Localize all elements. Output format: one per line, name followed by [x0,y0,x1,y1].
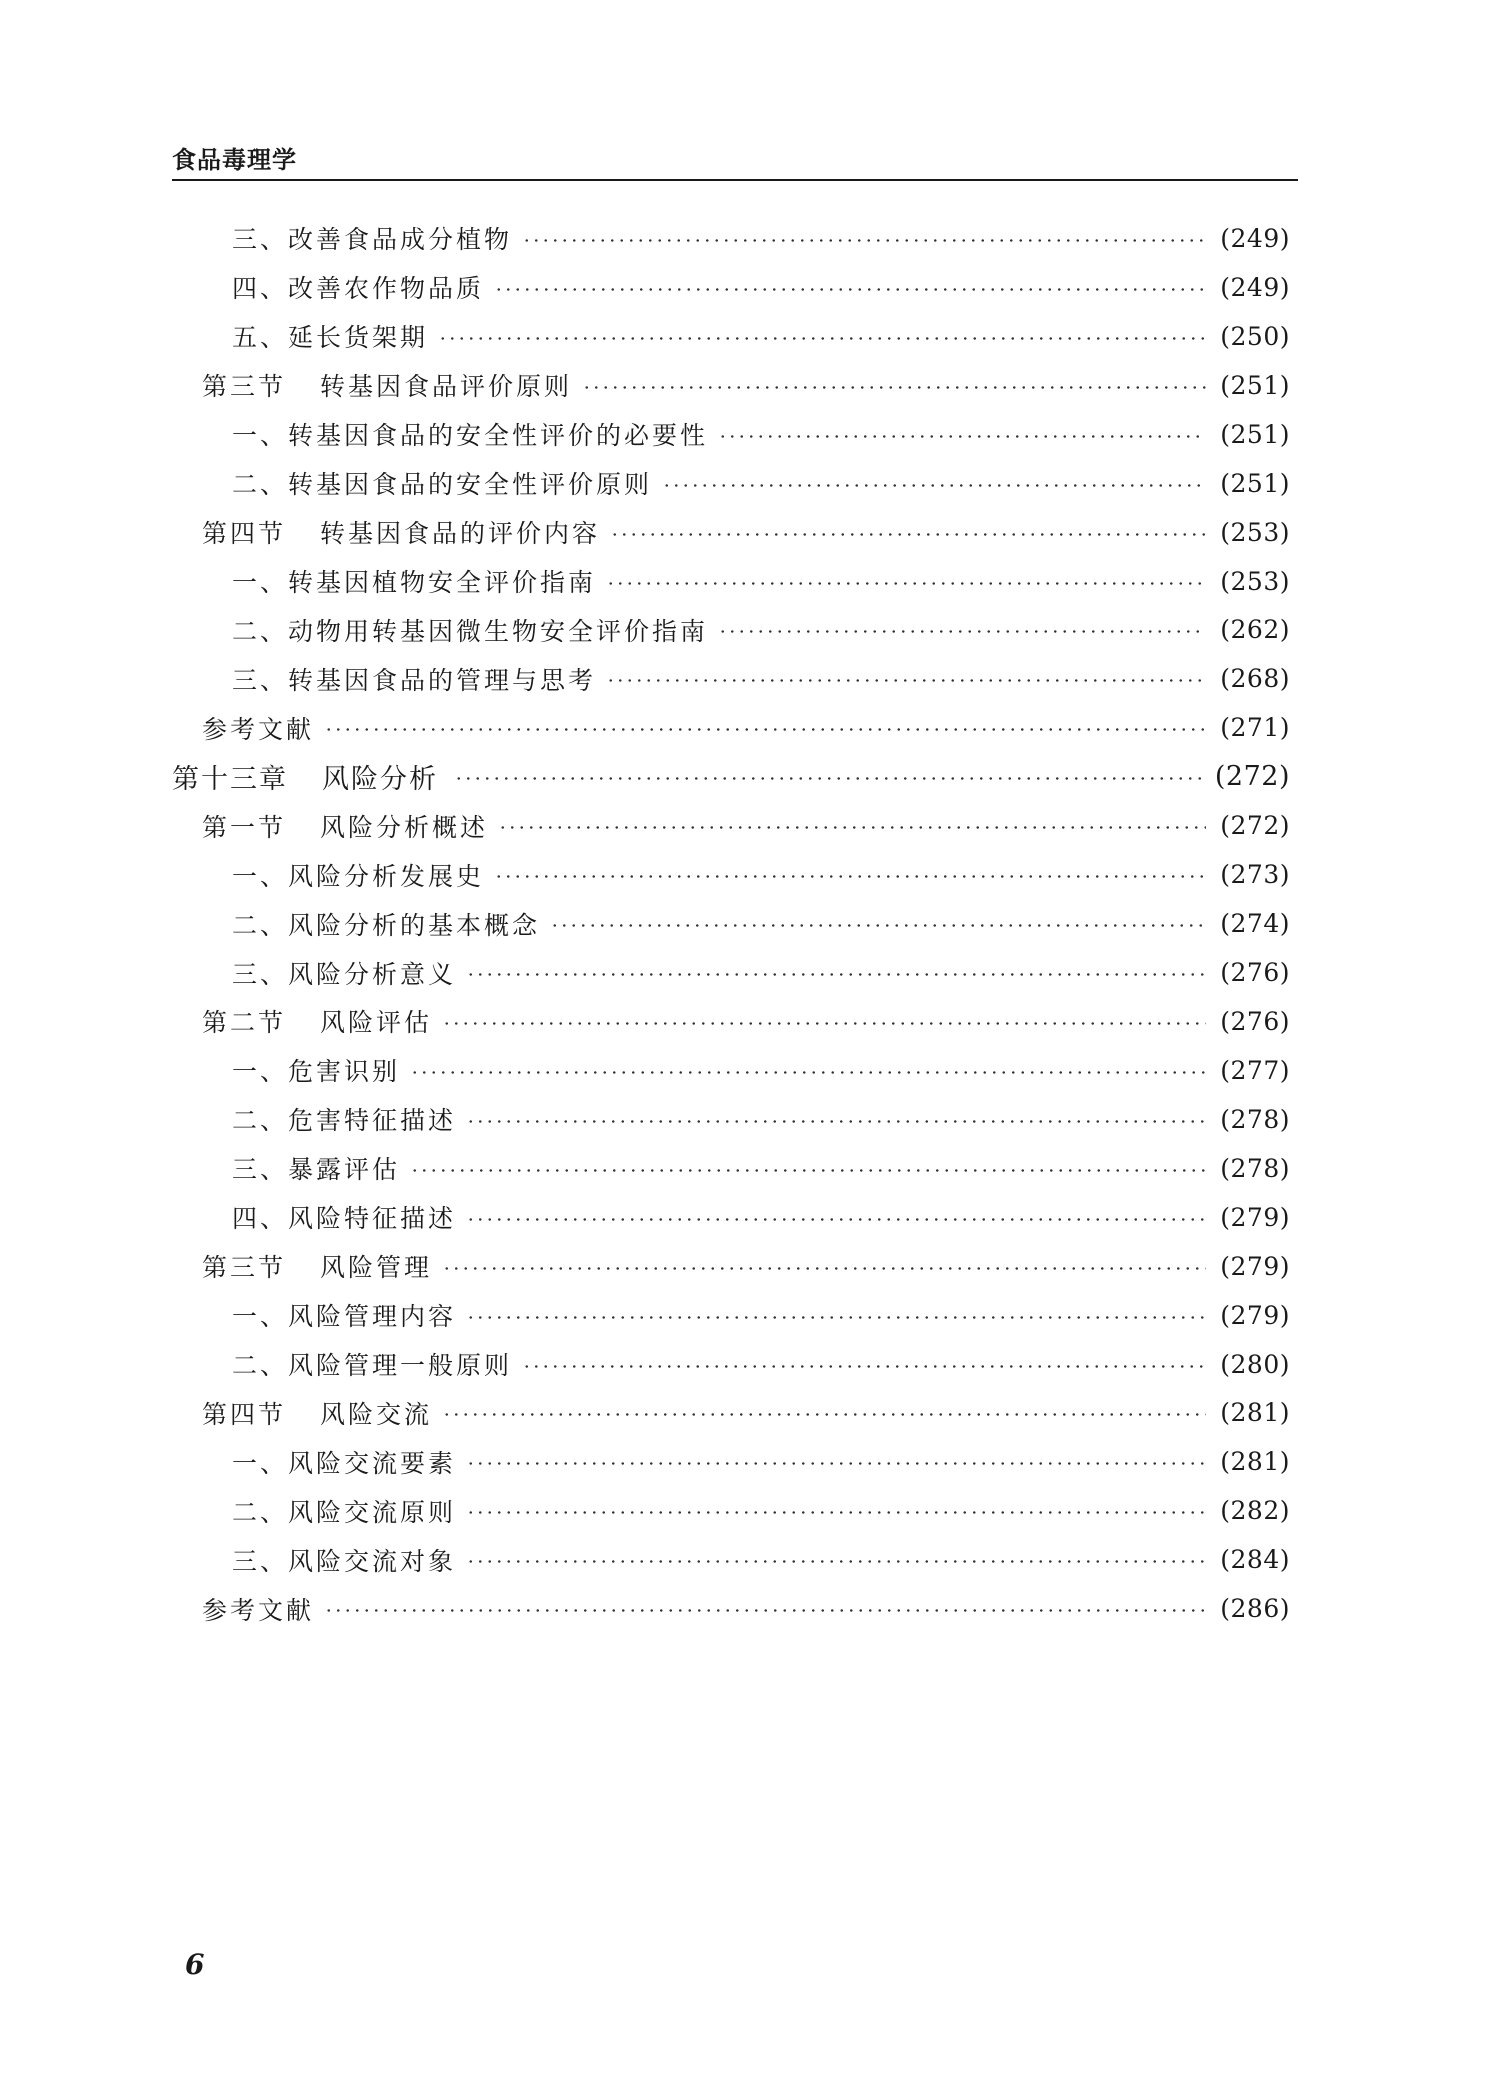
toc-page-number: (250) [1220,321,1290,351]
dot-leader [662,484,1206,487]
toc-entry-title [172,710,314,746]
toc-entry-text: 五、延长货架期 [232,323,429,353]
dot-leader [522,1365,1206,1368]
toc-page-number: (281) [1220,1447,1290,1477]
toc-page-number: (273) [1220,860,1290,890]
dot-leader [466,1316,1206,1319]
toc-entry-text: 四、改善农作物品质 [232,274,485,304]
toc-entry-title [172,1297,456,1333]
dot-leader [606,679,1206,682]
toc-page-number: (274) [1220,909,1290,939]
toc-section-entry[interactable] [172,1584,1290,1633]
toc-page-number: (249) [1220,223,1290,253]
dot-leader [466,1560,1206,1563]
page-number: 6 [185,1948,205,1981]
toc-section-entry[interactable] [172,801,1290,850]
toc-section-entry[interactable] [172,997,1290,1046]
toc-item-entry[interactable] [172,557,1290,606]
toc-page-number: (284) [1220,1545,1290,1575]
toc-item-entry[interactable] [172,410,1290,459]
toc-section-entry[interactable] [172,1389,1290,1438]
toc-entry-text: 风险管理 [320,1253,433,1283]
toc-entry-text: 二、危害特征描述 [232,1106,457,1136]
toc-entry-text: 参考文献 [202,1595,315,1625]
toc-entry-title [172,1591,314,1627]
toc-entry-text: 一、风险交流要素 [232,1448,457,1478]
toc-item-entry[interactable] [172,1486,1290,1535]
toc-page-number: (278) [1220,1153,1290,1183]
toc-chapter-entry[interactable] [172,752,1290,801]
dot-leader [410,1169,1206,1172]
toc-entry-title [172,465,652,501]
toc-entry-text: 风险分析 [322,764,438,796]
dot-leader [522,239,1206,242]
toc-page-number: (278) [1220,1104,1290,1134]
dot-leader [442,1267,1206,1270]
toc-page-number: (280) [1220,1349,1290,1379]
toc-item-entry[interactable] [172,1095,1290,1144]
toc-entry-number: 第二节 [202,1008,287,1038]
toc-item-entry[interactable] [172,1535,1290,1584]
toc-item-entry[interactable] [172,214,1290,263]
toc-entry-text: 二、风险管理一般原则 [232,1351,513,1381]
toc-section-entry[interactable] [172,361,1290,410]
dot-leader [454,777,1201,780]
toc-entry-title [172,1444,456,1480]
toc-item-entry[interactable] [172,654,1290,703]
toc-entry-title [172,367,572,403]
dot-leader [466,1462,1206,1465]
toc-entry-title [172,906,540,942]
book-title: 食品毒理学 [172,146,297,174]
toc-entry-title [172,1199,456,1235]
toc-page-number: (268) [1220,664,1290,694]
toc-entry-text: 一、转基因食品的安全性评价的必要性 [232,421,709,451]
toc-item-entry[interactable] [172,850,1290,899]
toc-page-number: (272) [1220,811,1290,841]
dot-leader [410,1071,1206,1074]
toc-page-number: (253) [1220,517,1290,547]
toc-page-number: (282) [1220,1496,1290,1526]
dot-leader [606,582,1206,585]
toc-entry-title [172,514,600,550]
dot-leader [442,1022,1206,1025]
dot-leader [610,533,1206,536]
toc-entry-text: 参考文献 [202,714,315,744]
toc-section-entry[interactable] [172,508,1290,557]
toc-entry-text: 三、转基因食品的管理与思考 [232,665,597,695]
table-of-contents [172,214,1290,1633]
toc-item-entry[interactable] [172,1193,1290,1242]
toc-item-entry[interactable] [172,1437,1290,1486]
toc-entry-number: 第四节 [202,1399,287,1429]
toc-item-entry[interactable] [172,263,1290,312]
dot-leader [466,973,1206,976]
toc-entry-title [172,661,596,697]
dot-leader [498,826,1206,829]
toc-entry-title [172,318,428,354]
toc-page-number: (272) [1214,761,1290,793]
dot-leader [466,1218,1206,1221]
toc-entry-title [172,1248,432,1284]
toc-entry-title [172,1493,456,1529]
toc-entry-text: 三、暴露评估 [232,1155,401,1185]
toc-entry-title [172,757,438,796]
toc-entry-text: 一、风险分析发展史 [232,861,485,891]
toc-entry-text: 二、风险分析的基本概念 [232,910,541,940]
toc-entry-title [172,1003,432,1039]
toc-item-entry[interactable] [172,948,1290,997]
toc-entry-text: 转基因食品评价原则 [320,372,573,402]
dot-leader [550,924,1206,927]
toc-entry-text: 二、动物用转基因微生物安全评价指南 [232,616,709,646]
toc-entry-text: 三、改善食品成分植物 [232,225,513,255]
toc-entry-text: 二、转基因食品的安全性评价原则 [232,470,653,500]
toc-page-number: (251) [1220,468,1290,498]
toc-section-entry[interactable] [172,1242,1290,1291]
running-header [172,143,1298,181]
toc-page-number: (279) [1220,1251,1290,1281]
toc-page-number: (279) [1220,1300,1290,1330]
toc-entry-title [172,1346,512,1382]
toc-entry-number: 第三节 [202,372,287,402]
dot-leader [718,630,1206,633]
toc-item-entry[interactable] [172,1046,1290,1095]
toc-entry-text: 转基因食品的评价内容 [320,519,601,549]
toc-page-number: (262) [1220,615,1290,645]
toc-entry-number: 第四节 [202,519,287,549]
dot-leader [466,1120,1206,1123]
dot-leader [442,1413,1206,1416]
toc-entry-text: 三、风险分析意义 [232,959,457,989]
toc-entry-title [172,563,596,599]
toc-page-number: (286) [1220,1594,1290,1624]
toc-item-entry[interactable] [172,1340,1290,1389]
toc-item-entry[interactable] [172,312,1290,361]
toc-item-entry[interactable] [172,606,1290,655]
toc-entry-text: 三、风险交流对象 [232,1546,457,1576]
toc-entry-text: 一、转基因植物安全评价指南 [232,568,597,598]
dot-leader [582,386,1206,389]
toc-entry-text: 风险交流 [320,1399,433,1429]
toc-entry-text: 风险分析概述 [320,812,489,842]
toc-entry-number: 第一节 [202,812,287,842]
dot-leader [438,337,1206,340]
toc-item-entry[interactable] [172,1291,1290,1340]
dot-leader [494,875,1206,878]
toc-entry-title [172,955,456,991]
toc-page-number: (271) [1220,713,1290,743]
toc-entry-title [172,1052,400,1088]
toc-page-number: (276) [1220,1006,1290,1036]
toc-entry-title [172,612,708,648]
toc-entry-title [172,416,708,452]
toc-entry-number: 第十三章 [172,764,288,796]
toc-item-entry[interactable] [172,899,1290,948]
toc-page-number: (277) [1220,1055,1290,1085]
toc-page-number: (251) [1220,419,1290,449]
toc-entry-title [172,808,488,844]
toc-entry-title [172,1101,456,1137]
toc-entry-title [172,1542,456,1578]
toc-item-entry[interactable] [172,459,1290,508]
toc-entry-title [172,1395,432,1431]
toc-item-entry[interactable] [172,1144,1290,1193]
toc-page-number: (253) [1220,566,1290,596]
toc-entry-title [172,1150,400,1186]
toc-entry-title [172,269,484,305]
toc-page-number: (279) [1220,1202,1290,1232]
toc-page-number: (281) [1220,1398,1290,1428]
dot-leader [324,1609,1206,1612]
toc-entry-text: 风险评估 [320,1008,433,1038]
toc-entry-title [172,220,512,256]
toc-page-number: (276) [1220,958,1290,988]
toc-entry-text: 一、风险管理内容 [232,1302,457,1332]
dot-leader [466,1511,1206,1514]
toc-page-number: (251) [1220,370,1290,400]
toc-entry-text: 四、风险特征描述 [232,1204,457,1234]
toc-section-entry[interactable] [172,703,1290,752]
dot-leader [494,288,1206,291]
toc-entry-text: 一、危害识别 [232,1057,401,1087]
toc-entry-text: 二、风险交流原则 [232,1497,457,1527]
dot-leader [324,728,1206,731]
toc-entry-number: 第三节 [202,1253,287,1283]
toc-page-number: (249) [1220,272,1290,302]
toc-entry-title [172,857,484,893]
dot-leader [718,435,1206,438]
